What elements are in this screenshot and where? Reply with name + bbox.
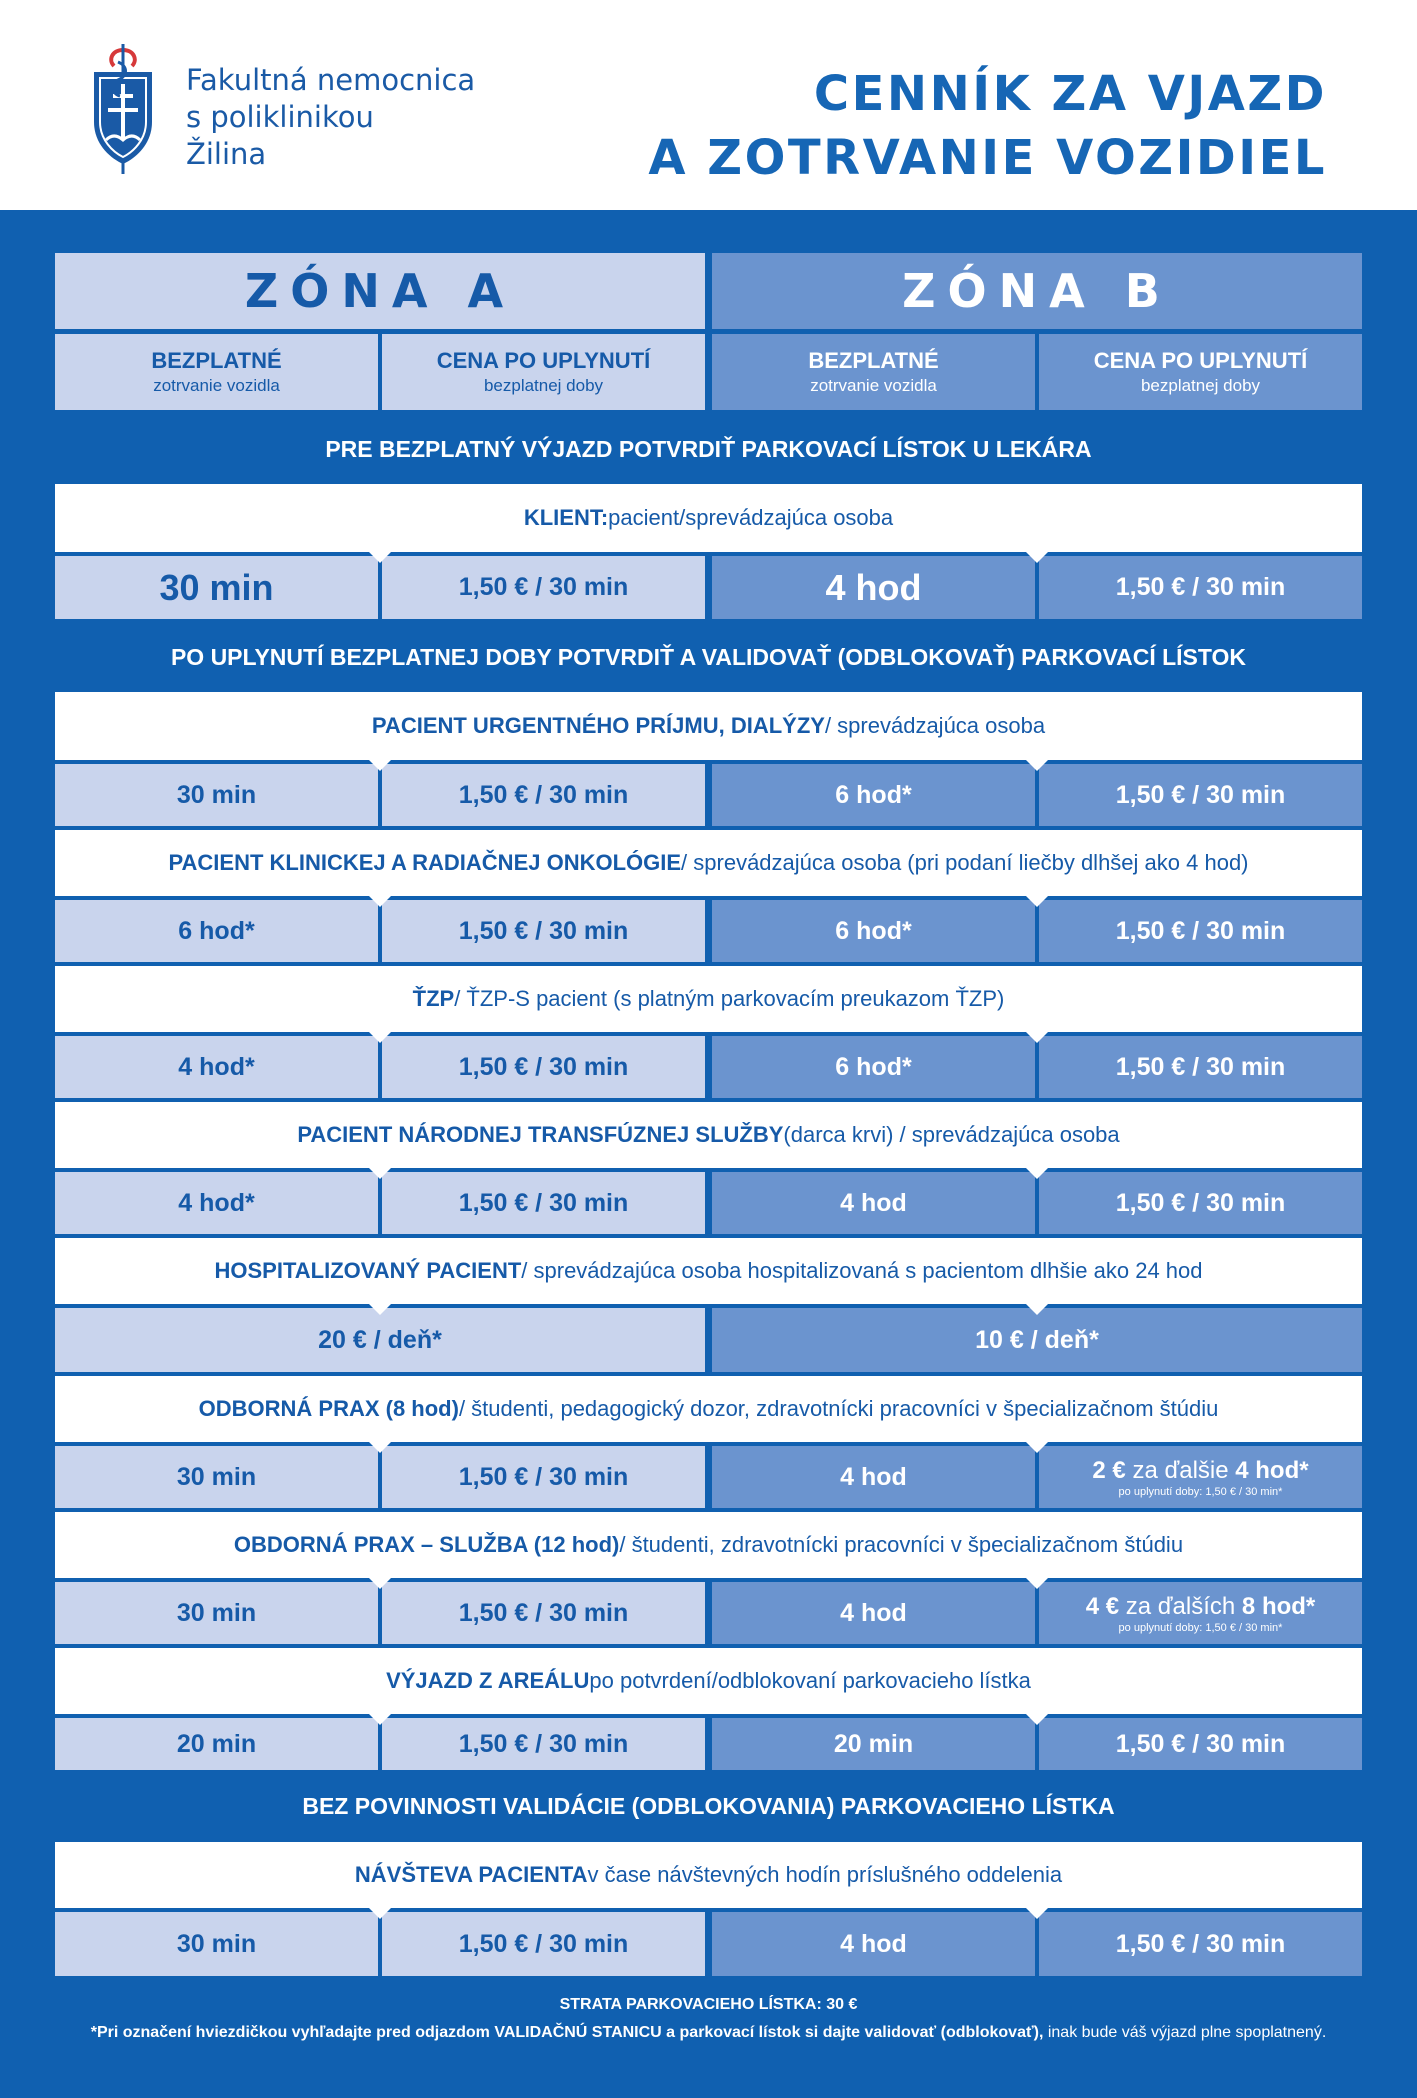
row-urgent-title: PACIENT URGENTNÉHO PRÍJMU, DIALÝZY xyxy=(371,713,825,738)
page-header xyxy=(0,0,1417,210)
row-service-b-price-hours: 8 hod* xyxy=(1241,1592,1316,1620)
row-practice-title: ODBORNÁ PRAX (8 hod) xyxy=(198,1396,459,1421)
row-urgent-description xyxy=(55,692,1362,760)
zone-b-price-header xyxy=(1039,334,1362,410)
row-notch xyxy=(369,1032,391,1043)
row-urgent-a-free: 30 min xyxy=(55,764,378,826)
row-service-b-price xyxy=(1039,1582,1362,1644)
row-notch xyxy=(369,1578,391,1589)
row-notch xyxy=(369,1908,391,1919)
row-notch xyxy=(1026,552,1048,563)
free-label: BEZPLATNÉ xyxy=(151,348,282,373)
row-hospitalized-a-price: 20 € / deň* xyxy=(55,1308,705,1372)
row-practice-b-price-hours: 4 hod* xyxy=(1235,1456,1309,1484)
row-notch xyxy=(369,552,391,563)
row-client-b-free: 4 hod xyxy=(712,556,1035,619)
row-visit-description xyxy=(55,1842,1362,1908)
row-exit-a-price: 1,50 € / 30 min xyxy=(382,1718,705,1770)
zone-a-price-header xyxy=(382,334,705,410)
price-label: CENA PO UPLYNUTÍ xyxy=(1093,348,1308,373)
instruction-bar-validate: PO UPLYNUTÍ BEZPLATNEJ DOBY POTVRDIŤ A VALIDOVAŤ (ODBLOKOVAŤ) PARKOVACÍ LÍSTOK xyxy=(170,643,1247,670)
row-tzp-a-free: 4 hod* xyxy=(55,1036,378,1098)
row-practice-b-price-amount: 2 € xyxy=(1092,1456,1126,1484)
row-notch xyxy=(1026,1908,1048,1919)
row-oncology-rest: / sprevádzajúca osoba (pri podaní liečby dlhšej ako 4 hod) xyxy=(681,850,1249,875)
row-transfusion-b-price: 1,50 € / 30 min xyxy=(1039,1172,1362,1234)
row-hospitalized-title: HOSPITALIZOVANÝ PACIENT xyxy=(214,1258,522,1283)
row-client-rest: pacient/sprevádzajúca osoba xyxy=(608,505,894,530)
row-notch xyxy=(369,760,391,771)
row-urgent-b-free: 6 hod* xyxy=(712,764,1035,826)
row-visit-rest: v čase návštevných hodín príslušného oddelenia xyxy=(587,1862,1063,1887)
row-oncology-title: PACIENT KLINICKEJ A RADIAČNEJ ONKOLÓGIE xyxy=(168,850,682,875)
row-notch xyxy=(1026,1032,1048,1043)
row-service-b-free: 4 hod xyxy=(712,1582,1035,1644)
row-client-a-price: 1,50 € / 30 min xyxy=(382,556,705,619)
row-service-b-price-note: po uplynutí doby: 1,50 € / 30 min* xyxy=(1118,1621,1283,1634)
zone-b-free-header xyxy=(712,334,1035,410)
row-oncology-b-free: 6 hod* xyxy=(712,900,1035,962)
row-client-title: KLIENT: xyxy=(523,505,609,530)
row-transfusion-rest: (darca krvi) / sprevádzajúca osoba xyxy=(783,1122,1120,1147)
org-line-2: s poliklinikou xyxy=(186,100,374,134)
row-notch xyxy=(1026,1714,1048,1725)
row-notch xyxy=(1026,1578,1048,1589)
hospital-logo-icon xyxy=(88,40,158,180)
row-tzp-rest: / ŤZP-S pacient (s platným parkovacím preukazom ŤZP) xyxy=(454,986,1005,1011)
row-urgent-rest: / sprevádzajúca osoba xyxy=(824,713,1046,738)
bar-notch xyxy=(697,470,721,482)
row-notch xyxy=(1026,760,1048,771)
row-service-b-price-mid: za ďalších xyxy=(1119,1592,1242,1620)
row-oncology-b-price: 1,50 € / 30 min xyxy=(1039,900,1362,962)
row-tzp-b-price: 1,50 € / 30 min xyxy=(1039,1036,1362,1098)
zone-b-header: ZÓNA B xyxy=(712,253,1362,329)
row-notch xyxy=(1026,1168,1048,1179)
row-practice-b-price xyxy=(1039,1446,1362,1508)
row-exit-a-free: 20 min xyxy=(55,1718,378,1770)
row-hospitalized-b-price: 10 € / deň* xyxy=(712,1308,1362,1372)
title-line-2: A ZOTRVANIE VOZIDIEL xyxy=(648,130,1327,186)
zone-a-header: ZÓNA A xyxy=(55,253,705,329)
row-tzp-b-free: 6 hod* xyxy=(712,1036,1035,1098)
instruction-bar-doctor-confirm: PRE BEZPLATNÝ VÝJAZD POTVRDIŤ PARKOVACÍ LÍSTOK U LEKÁRA xyxy=(325,435,1092,462)
price-sub: bezplatnej doby xyxy=(1140,376,1261,395)
row-visit-a-price: 1,50 € / 30 min xyxy=(382,1912,705,1976)
org-line-1: Fakultná nemocnica xyxy=(186,63,476,97)
asterisk-note-rest: inak bude váš výjazd plne spoplatnený. xyxy=(1043,2024,1327,2041)
lost-ticket-note: STRATA PARKOVACIEHO LÍSTKA: 30 € xyxy=(559,1996,858,2013)
row-transfusion-a-price: 1,50 € / 30 min xyxy=(382,1172,705,1234)
row-notch xyxy=(1026,1304,1048,1315)
row-exit-description xyxy=(55,1648,1362,1714)
row-client-description xyxy=(55,484,1362,552)
row-visit-b-free: 4 hod xyxy=(712,1912,1035,1976)
row-hospitalized-description xyxy=(55,1238,1362,1304)
row-practice-b-price-mid: za ďalšie xyxy=(1125,1456,1236,1484)
row-practice-b-price-note: po uplynutí doby: 1,50 € / 30 min* xyxy=(1118,1485,1283,1498)
free-label: BEZPLATNÉ xyxy=(808,348,939,373)
row-oncology-a-free: 6 hod* xyxy=(55,900,378,962)
row-urgent-b-price: 1,50 € / 30 min xyxy=(1039,764,1362,826)
row-client-a-free: 30 min xyxy=(55,556,378,619)
price-label: CENA PO UPLYNUTÍ xyxy=(436,348,651,373)
row-transfusion-a-free: 4 hod* xyxy=(55,1172,378,1234)
row-notch xyxy=(1026,1442,1048,1453)
free-sub: zotrvanie vozidla xyxy=(810,376,937,395)
row-practice-a-free: 30 min xyxy=(55,1446,378,1508)
row-notch xyxy=(1026,896,1048,907)
row-service-a-free: 30 min xyxy=(55,1582,378,1644)
page-title xyxy=(648,62,1327,190)
bar-notch xyxy=(697,678,721,690)
row-visit-b-price: 1,50 € / 30 min xyxy=(1039,1912,1362,1976)
row-notch xyxy=(369,1168,391,1179)
row-tzp-title: ŤZP xyxy=(412,986,455,1011)
row-practice-rest: / študenti, pedagogický dozor, zdravotnícki pracovníci v špecializačnom štúdiu xyxy=(458,1396,1219,1421)
row-practice-a-price: 1,50 € / 30 min xyxy=(382,1446,705,1508)
row-tzp-description xyxy=(55,966,1362,1032)
free-sub: zotrvanie vozidla xyxy=(153,376,280,395)
row-exit-b-price: 1,50 € / 30 min xyxy=(1039,1718,1362,1770)
row-exit-b-free: 20 min xyxy=(712,1718,1035,1770)
price-sub: bezplatnej doby xyxy=(483,376,604,395)
row-notch xyxy=(369,1304,391,1315)
row-transfusion-b-free: 4 hod xyxy=(712,1172,1035,1234)
row-tzp-a-price: 1,50 € / 30 min xyxy=(382,1036,705,1098)
row-transfusion-description xyxy=(55,1102,1362,1168)
row-visit-a-free: 30 min xyxy=(55,1912,378,1976)
row-oncology-description xyxy=(55,830,1362,896)
row-oncology-a-price: 1,50 € / 30 min xyxy=(382,900,705,962)
row-client-b-price: 1,50 € / 30 min xyxy=(1039,556,1362,619)
org-line-3: Žilina xyxy=(186,137,267,171)
row-transfusion-title: PACIENT NÁRODNEJ TRANSFÚZNEJ SLUŽBY xyxy=(297,1122,784,1147)
row-service-description xyxy=(55,1512,1362,1578)
row-visit-title: NÁVŠTEVA PACIENTA xyxy=(354,1862,588,1887)
row-practice-b-free: 4 hod xyxy=(712,1446,1035,1508)
row-notch xyxy=(369,1714,391,1725)
asterisk-note xyxy=(0,2024,1417,2042)
row-exit-rest: po potvrdení/odblokovaní parkovacieho lístka xyxy=(589,1668,1031,1693)
instruction-bar-no-validation: BEZ POVINNOSTI VALIDÁCIE (ODBLOKOVANIA) PARKOVACIEHO LÍSTKA xyxy=(302,1792,1115,1819)
row-service-title: OBDORNÁ PRAX – SLUŽBA (12 hod) xyxy=(233,1532,620,1557)
row-urgent-a-price: 1,50 € / 30 min xyxy=(382,764,705,826)
row-notch xyxy=(369,1442,391,1453)
bar-notch xyxy=(697,1830,721,1842)
title-line-1: CENNÍK ZA VJAZD xyxy=(813,66,1327,122)
zone-a-free-header xyxy=(55,334,378,410)
row-practice-description xyxy=(55,1376,1362,1442)
asterisk-note-bold: *Pri označení hviezdičkou vyhľadajte pred odjazdom VALIDAČNÚ STANICU a parkovací lístok si dajte validovať (odblokovať), xyxy=(90,2024,1044,2041)
row-hospitalized-rest: / sprevádzajúca osoba hospitalizovaná s pacientom dlhšie ako 24 hod xyxy=(521,1258,1203,1283)
organization-name xyxy=(186,62,475,173)
row-exit-title: VÝJAZD Z AREÁLU xyxy=(386,1668,590,1693)
row-service-b-price-amount: 4 € xyxy=(1085,1592,1120,1620)
row-service-a-price: 1,50 € / 30 min xyxy=(382,1582,705,1644)
row-service-rest: / študenti, zdravotnícki pracovníci v špecializačnom štúdiu xyxy=(619,1532,1184,1557)
row-notch xyxy=(369,896,391,907)
